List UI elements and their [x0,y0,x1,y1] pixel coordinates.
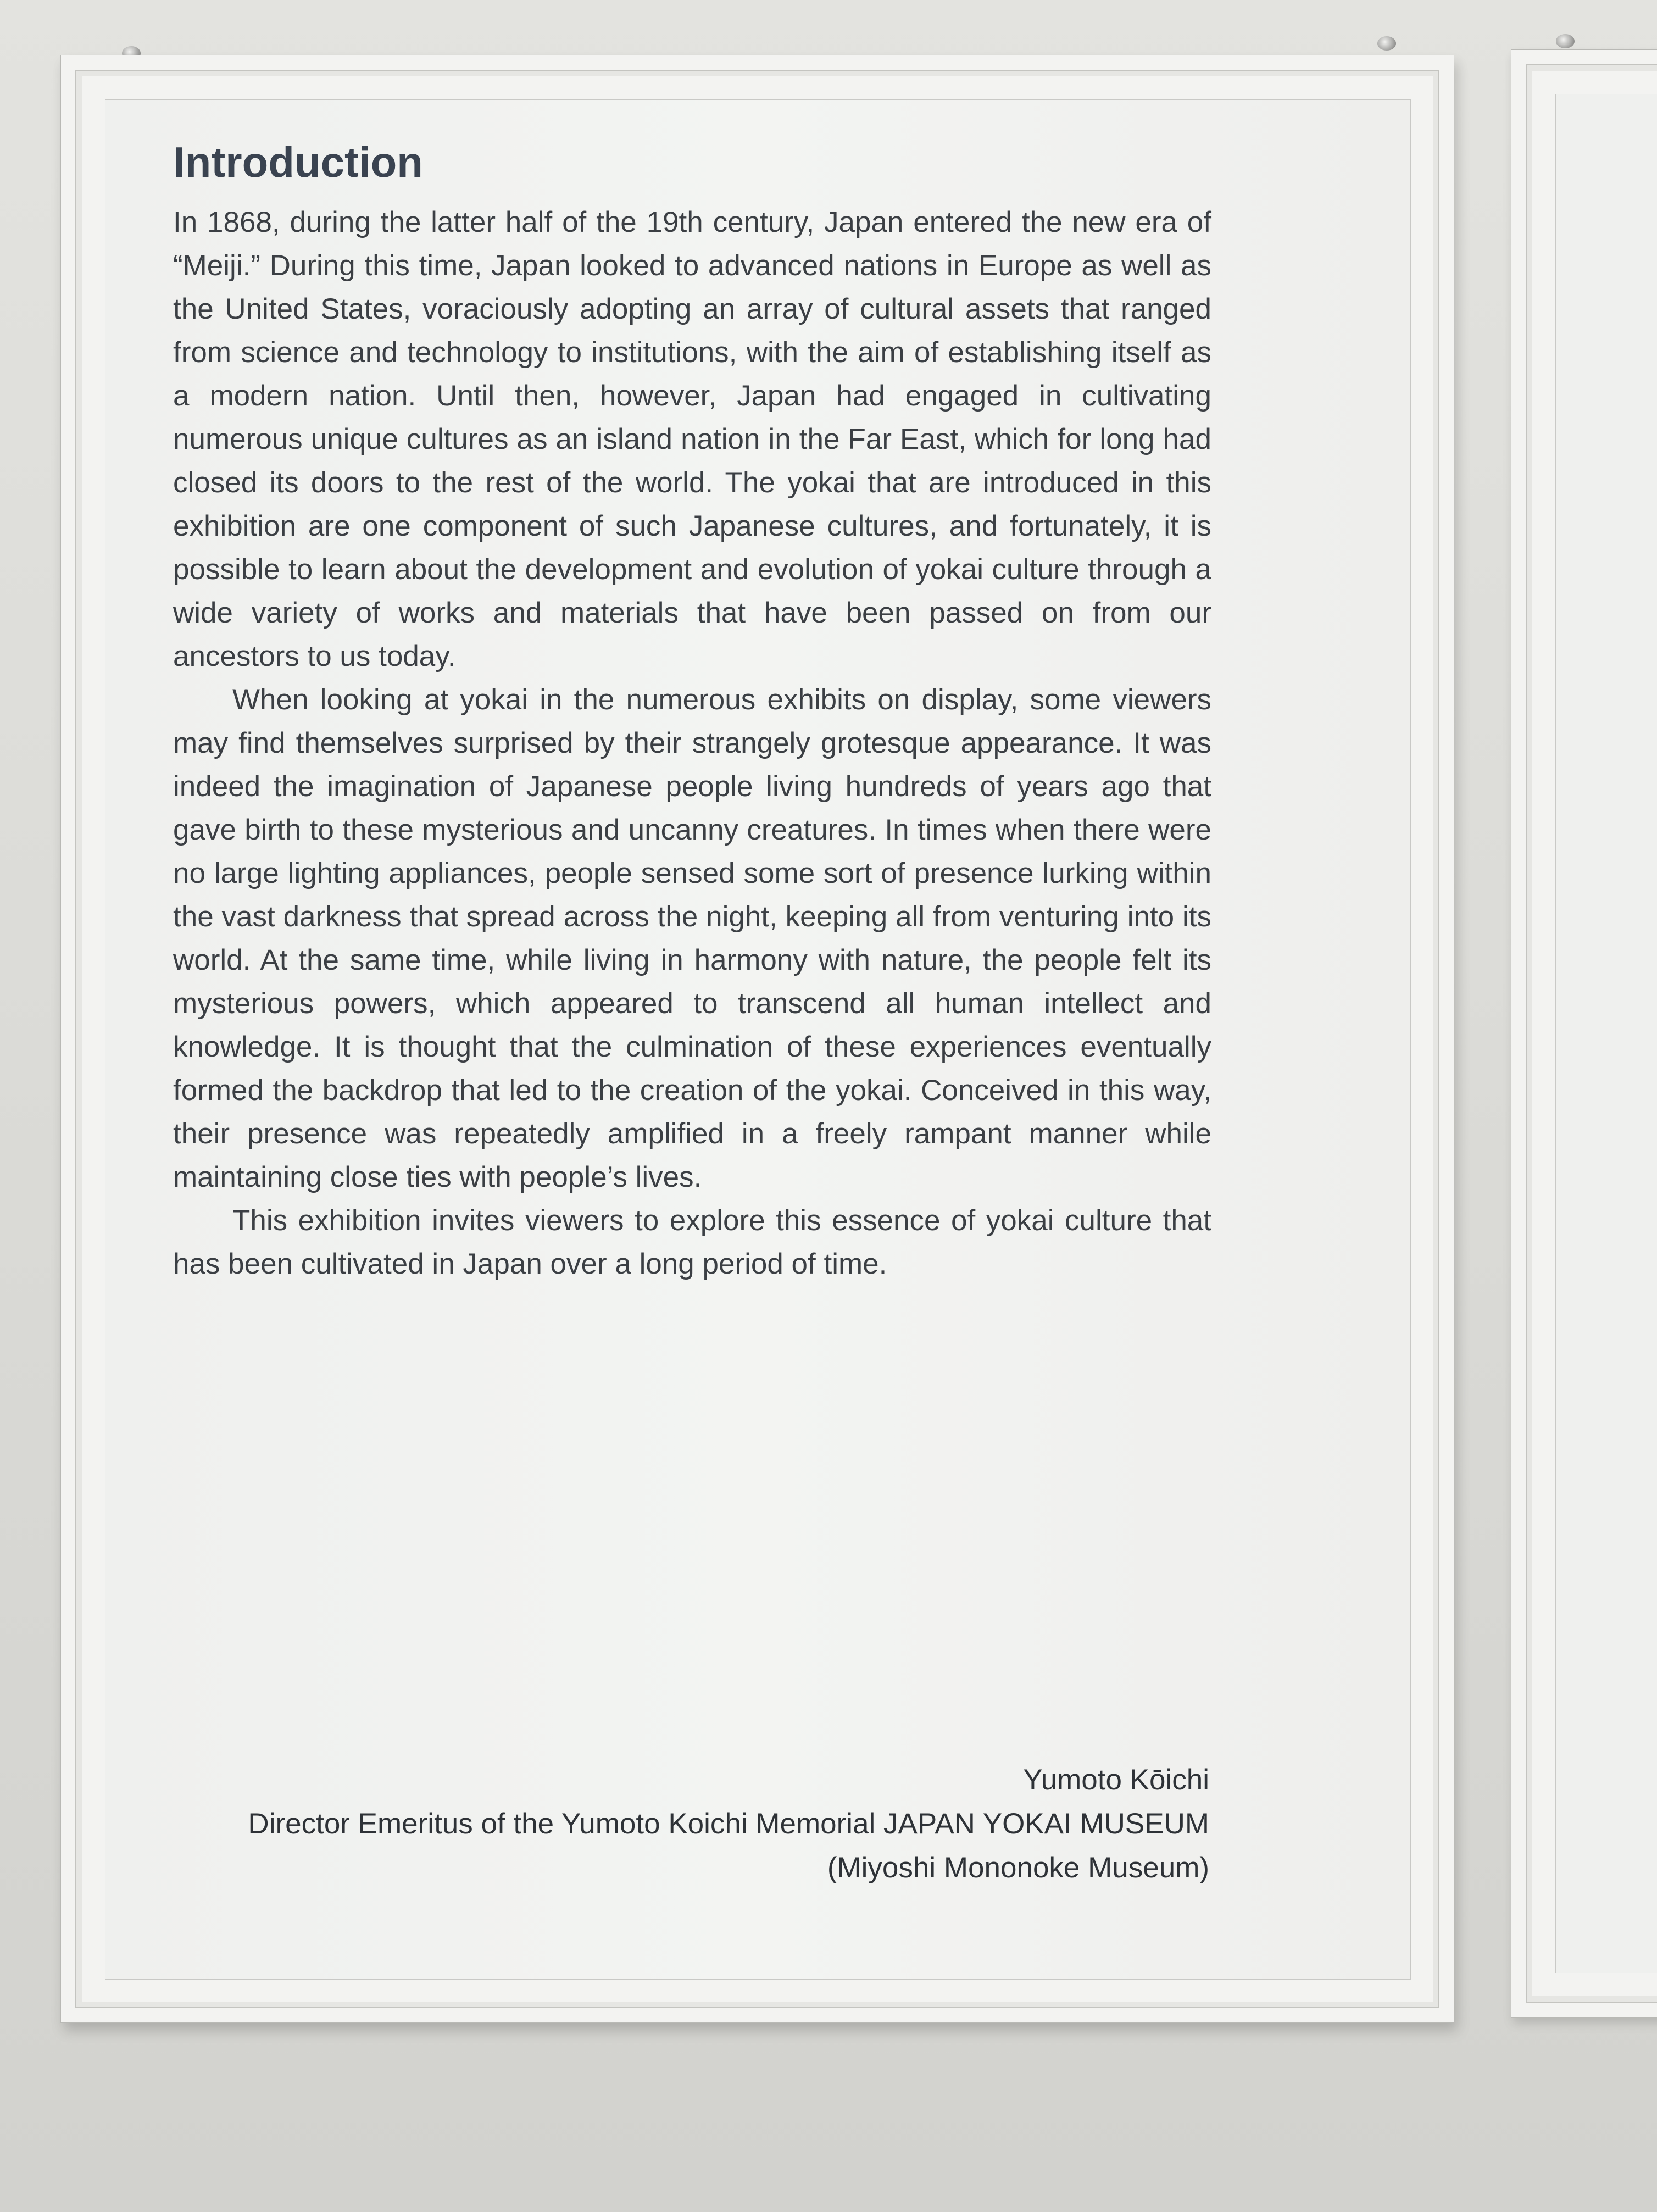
adjacent-placard-frame [1511,49,1657,2018]
paragraph-2: When looking at yokai in the numerous exhibits on display, some viewers may find themselves surprised by their strangely grotesque appearance. It was indeed the imagination of Japanese people living hundreds of years ago that gave birth to these mysterious and uncanny creatures. In times when there were no large lighting appliances, people sensed some sort of presence lurking within the vast darkness that spread across the night, keeping all from venturing into its world. At the same time, while living in harmony with nature, the people felt its mysterious powers, which appeared to transcend all human intellect and knowledge. It is thought that the culmination of these experiences eventually formed the backdrop that led to the creation of the yokai. Conceived in this way, their presence was repeatedly amplified in a freely rampant manner while maintaining close ties with people’s lives. [173,683,1211,1193]
author-name: Yumoto Kōichi [1023,1764,1209,1796]
adjacent-placard-panel [1555,94,1657,1973]
author-role: Director Emeritus of the Yumoto Koichi Memorial JAPAN YOKAI MUSEUM [248,1808,1209,1840]
paragraph-1: In 1868, during the latter half of the 19th century, Japan entered the new era of “Meiji.” During this time, Japan looked to advanced nations in Europe as well as the United States, voraciously adopting an array of cultural assets that ranged from science and technology to institutions, with the aim of establishing itself as a modern nation. Until then, however, Japan had engaged in cultivating numerous unique cultures as an island nation in the Far East, which for long had closed its doors to the rest of the world. The yokai that are introduced in this exhibition are one component of such Japanese cultures, and fortunately, it is possible to learn about the development and evolution of yokai culture through a wide variety of works and materials that have been passed on from our ancestors to us today. [173,206,1211,673]
placard-title: Introduction [173,138,423,186]
paragraph-3: This exhibition invites viewers to explore this essence of yokai culture that has been cultivated in Japan over a long period of time. [173,1204,1211,1280]
mounting-screw-right [1377,36,1396,51]
mounting-screw-next [1556,34,1575,48]
signature-block [138,1758,1209,1890]
placard-body [173,201,1211,1286]
museum-name: (Miyoshi Mononoke Museum) [827,1852,1209,1884]
